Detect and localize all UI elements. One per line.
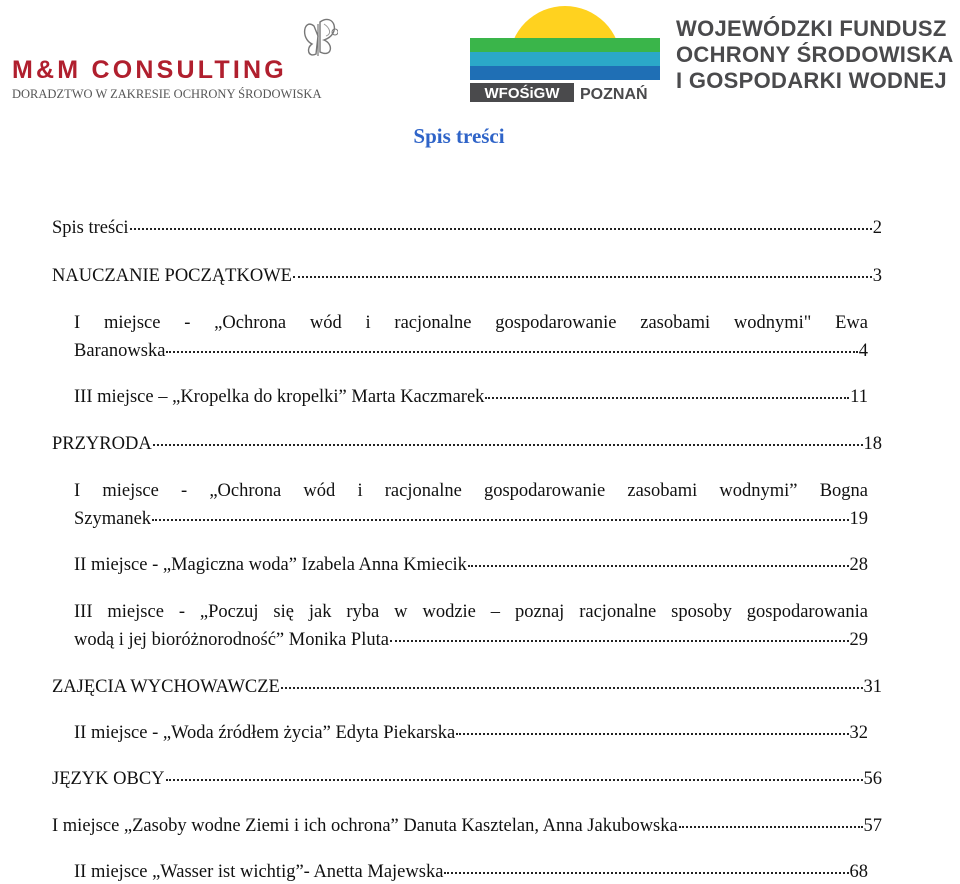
wfosigw-city-text: POZNAŃ [580, 86, 648, 102]
toc-leader-dots [166, 778, 863, 781]
toc-page-number: 3 [872, 266, 882, 286]
toc-page-number: 31 [863, 677, 882, 697]
toc-entry-text: ZAJĘCIA WYCHOWAWCZE [52, 677, 280, 697]
toc-entry[interactable] [74, 553, 868, 577]
mm-consulting-logo [8, 12, 338, 104]
fund-name [676, 16, 960, 94]
toc-entry-text: I miejsce „Zasoby wodne Ziemi i ich ochrona” Danuta Kasztelan, Anna Jakubowska [52, 816, 678, 836]
toc-page-number: 68 [849, 862, 868, 882]
toc-entry[interactable] [52, 767, 882, 791]
toc-leader-dots [444, 871, 848, 874]
toc-entry-text: II miejsce „Wasser ist wichtig”- Anetta Majewska [74, 862, 444, 882]
toc-entry-text: wodą i jej bioróżnorodność” Monika Pluta [74, 630, 389, 650]
toc-leader-dots [166, 350, 857, 353]
wfosigw-badge-text: WFOŚiGW [484, 85, 560, 102]
toc-entry[interactable] [52, 814, 882, 838]
toc-entry[interactable] [74, 507, 868, 531]
toc-entry-text: JĘZYK OBCY [52, 769, 165, 789]
toc-page-number: 29 [849, 630, 868, 650]
toc-entry-text: Baranowska [74, 341, 166, 361]
toc-entry-text: NAUCZANIE POCZĄTKOWE [52, 266, 292, 286]
toc-entry[interactable] [74, 721, 868, 745]
toc-page-number: 2 [872, 218, 882, 238]
toc-entry-text: PRZYRODA [52, 434, 152, 454]
toc-leader-dots [153, 443, 863, 446]
toc-leader-dots [281, 686, 863, 689]
toc-entry-text: II miejsce - „Magiczna woda” Izabela Anna Kmiecik [74, 555, 467, 575]
toc-entry[interactable] [74, 628, 868, 652]
fund-name-line: WOJEWÓDZKI FUNDUSZ [676, 16, 947, 41]
toc-page-number: 57 [863, 816, 882, 836]
toc-entry[interactable] [52, 432, 882, 456]
toc-leader-dots [152, 518, 848, 521]
toc-entry-text: II miejsce - „Woda źródłem życia” Edyta Piekarska [74, 723, 456, 743]
mm-brand-text: M&M CONSULTING [12, 56, 287, 84]
toc-entry[interactable] [74, 860, 868, 884]
mm-tagline-text: DORADZTWO W ZAKRESIE OCHRONY ŚRODOWISKA [12, 87, 322, 101]
toc-entry[interactable] [52, 264, 882, 288]
toc-leader-dots [130, 227, 872, 230]
toc-leader-dots [485, 396, 849, 399]
toc-leader-dots [468, 564, 849, 567]
toc-page-number: 18 [863, 434, 882, 454]
toc-leader-dots [390, 639, 849, 642]
toc-leader-dots [293, 275, 872, 278]
fund-name-line: OCHRONY ŚRODOWISKA [676, 42, 954, 67]
toc-entry[interactable] [52, 216, 882, 240]
toc-entry-text: Szymanek [74, 509, 152, 529]
toc-entry-text: Spis treści [52, 218, 129, 238]
wfosigw-logo [470, 4, 660, 102]
toc-page-number: 32 [849, 723, 868, 743]
toc-entry-first-line[interactable]: I miejsce - „Ochrona wód i racjonalne gospodarowanie zasobami wodnymi” Bogna [74, 481, 868, 501]
toc-entry[interactable] [52, 675, 882, 699]
toc-leader-dots [679, 825, 863, 828]
fund-name-line: I GOSPODARKI WODNEJ [676, 68, 947, 93]
butterfly-icon [305, 19, 338, 56]
toc-page-number: 4 [858, 341, 868, 361]
toc-page-number: 28 [849, 555, 868, 575]
toc-title: Spis treści [413, 124, 505, 148]
toc-page-number: 19 [849, 509, 868, 529]
toc-page-number: 56 [863, 769, 882, 789]
toc-leader-dots [456, 732, 848, 735]
toc-entry[interactable] [74, 339, 868, 363]
toc-entry[interactable] [74, 385, 868, 409]
toc-entry-first-line[interactable]: III miejsce - „Poczuj się jak ryba w wodzie – poznaj racjonalne sposoby gospodarowania [74, 602, 868, 622]
toc-entry-first-line[interactable]: I miejsce - „Ochrona wód i racjonalne gospodarowanie zasobami wodnymi" Ewa [74, 313, 868, 333]
toc-entry-text: III miejsce – „Kropelka do kropelki” Marta Kaczmarek [74, 387, 485, 407]
toc-page-number: 11 [850, 387, 868, 407]
